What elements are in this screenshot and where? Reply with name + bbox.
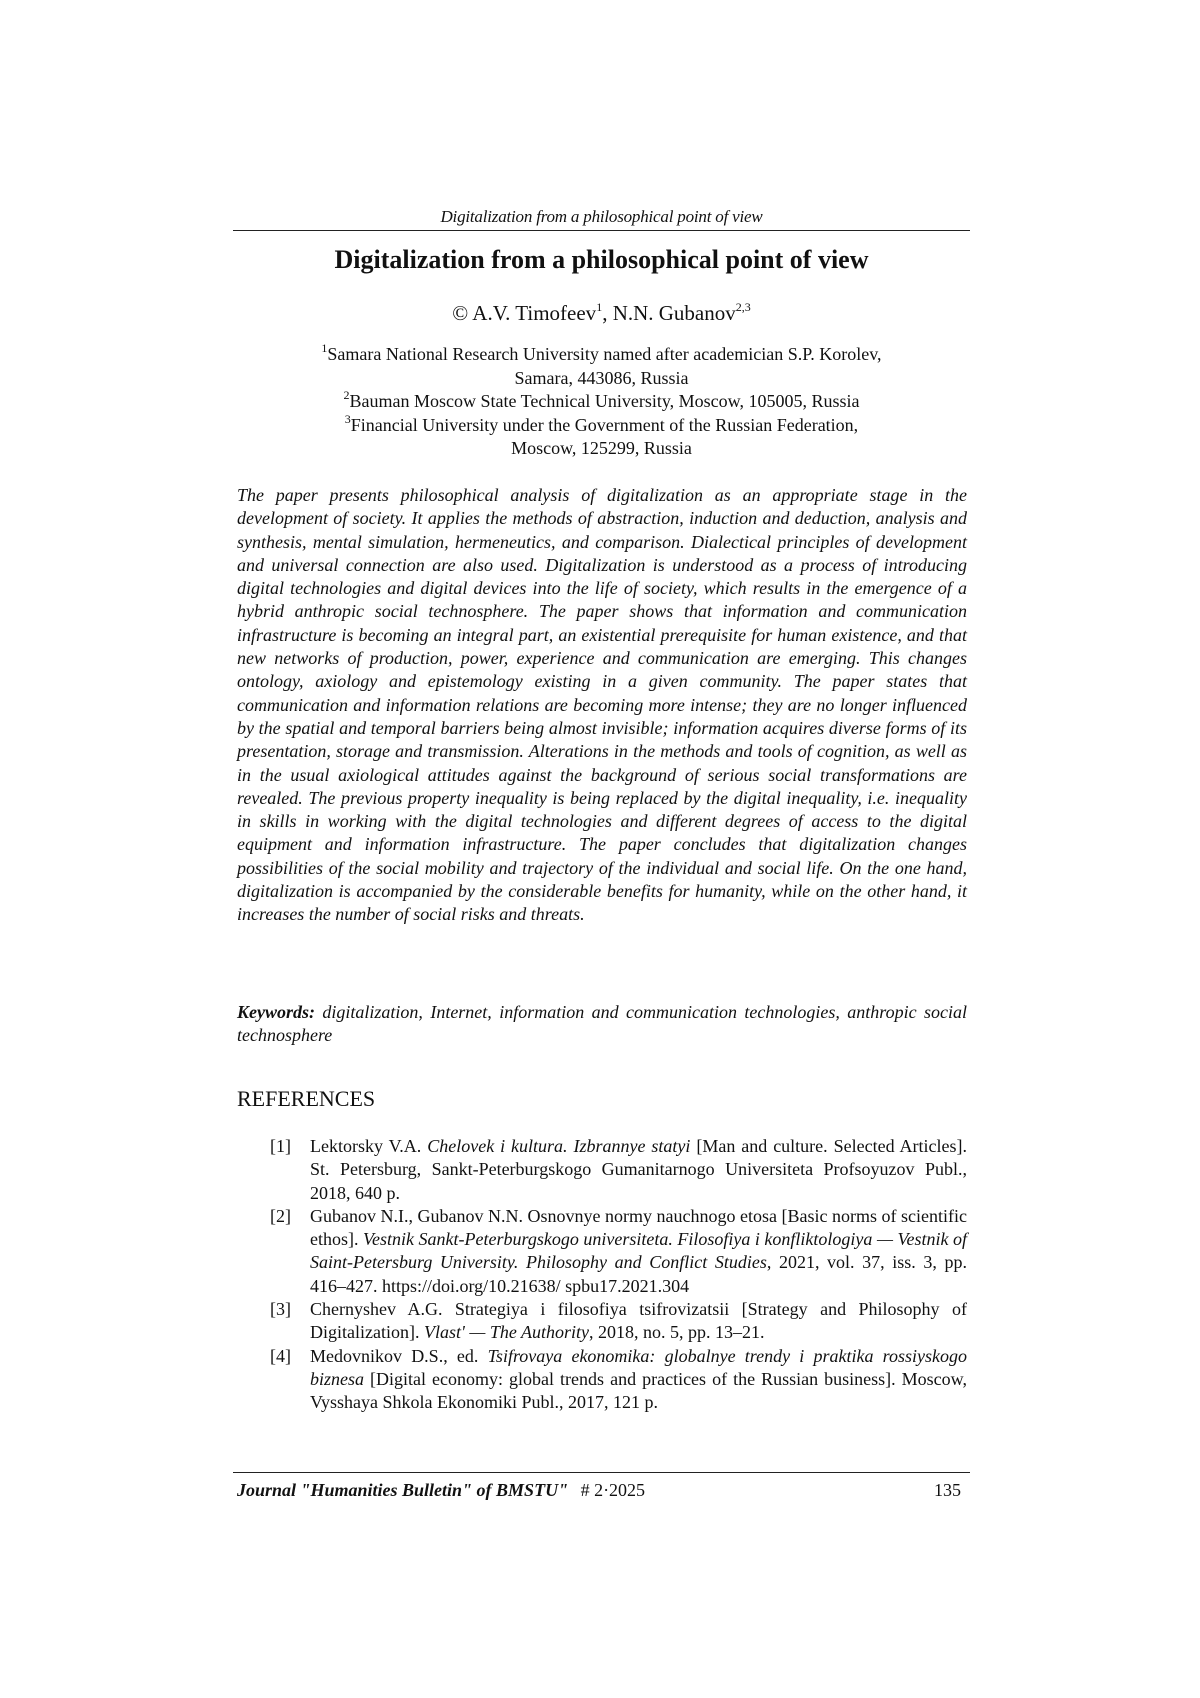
reference-item: [270, 1205, 967, 1298]
affiliation-line: Bauman Moscow State Technical University, Moscow, 105005, Russia: [349, 391, 860, 411]
issue-number: # 2·2025: [580, 1480, 646, 1500]
author-separator: ,: [602, 301, 608, 325]
reference-text: Lektorsky V.A. Chelovek i kultura. Izbrannye statyi [Man and culture. Selected Articles]. St. Petersburg, Sankt-Peterburgskogo Gumanitarnogo Universiteta Profsoyuzov Publ., 2018, 640 p.: [310, 1136, 967, 1203]
reference-list: [270, 1135, 967, 1415]
reference-number: [4]: [270, 1345, 291, 1366]
affiliation-mark: 1: [321, 341, 328, 355]
reference-number: [1]: [270, 1136, 291, 1156]
abstract-text: The paper presents philosophical analysis of digitalization as an appropriate stage in the development of society. It applies the methods of abstraction, induction and deduction, analysis and synthesis, mental simulation, hermeneutics, and comparison. Dialectical principles of development and universal connection are also used. Digitalization is understood as a process of introducing digital technologies and digital devices into the life of society, which results in the emergence of a hybrid anthropic social technosphere. The paper shows that information and communication infrastructure is becoming an integral part, an existential prerequisite for human existence, and that new networks of production, power, experience and communication are emerging. This changes ontology, axiology and epistemology existing in a given community. The paper states that communication and information relations are becoming more intense; they are no longer influenced by the spatial and temporal barriers being almost invisible; information acquires diverse forms of its presentation, storage and transmission. Alterations in the methods and tools of cognition, as well as in the usual axiological attitudes against the background of serious social transformations are revealed. The previous property inequality is being replaced by the digital inequality, i.e. inequality in skills in working with the digital technologies and different degrees of access to the digital equipment and information infrastructure. The paper concludes that digitalization changes possibilities of the social mobility and trajectory of the individual and social life. On the one hand, digitalization is accompanied by the considerable benefits for humanity, while on the other hand, it increases the number of social risks and threats.: [237, 485, 967, 925]
keywords: [237, 1001, 967, 1048]
affiliation-line: Samara National Research University named after academician S.P. Korolev,: [327, 344, 882, 364]
author-affiliation-mark: 1: [596, 300, 603, 314]
reference-item: [270, 1298, 967, 1345]
affiliation: [233, 343, 970, 390]
reference-item: [270, 1135, 967, 1205]
affiliation: [233, 390, 970, 414]
paper-title: Digitalization from a philosophical point of view: [334, 245, 869, 274]
keywords-label: Keywords:: [237, 1002, 315, 1022]
affiliation-line: Financial University under the Government of the Russian Federation,: [350, 414, 859, 435]
copyright-symbol: ©: [452, 301, 469, 325]
affiliation-mark: 2: [343, 388, 350, 402]
running-head: Digitalization from a philosophical point of view: [440, 207, 763, 226]
affiliation-line: Samara, 443086, Russia: [514, 367, 689, 388]
references-heading: REFERENCES: [237, 1086, 376, 1111]
author-name: N.N. Gubanov: [612, 301, 736, 325]
reference-number: [2]: [270, 1205, 291, 1226]
reference-text: Medovnikov D.S., ed. Tsifrovaya ekonomika: globalnye trendy i praktika rossiyskogo biznesa [Digital economy: global trends and practices of the Russian business]. Moscow, Vysshaya Shkola Ekonomiki Publ., 2017, 121 p.: [310, 1345, 967, 1413]
affiliation: [233, 411, 970, 461]
header-rule: [233, 230, 970, 231]
keywords-text: digitalization, Internet, information and communication technologies, anthropic social technosphere: [237, 1002, 968, 1046]
reference-text: Gubanov N.I., Gubanov N.N. Osnovnye normy nauchnogo etosa [Basic norms of scientific ethos]. Vestnik Sankt-Peterburgskogo universiteta. Filosofiya i konfliktologiya — Vestnik of Saint-Petersburg University. Philosophy and Conflict Studies, 2021, vol. 37, iss. 3, pp. 416–427. https://doi.org/10.21638/ spbu17.2021.304: [310, 1205, 968, 1296]
page-number: 135: [934, 1480, 961, 1500]
author-name: A.V. Timofeev: [472, 301, 597, 325]
reference-number: [3]: [270, 1299, 291, 1320]
abstract: [237, 484, 967, 927]
affiliation-line: Moscow, 125299, Russia: [511, 438, 692, 458]
affiliation-mark: 3: [344, 411, 351, 426]
reference-text: Chernyshev A.G. Strategiya i filosofiya tsifrovizatsii [Strategy and Philosophy of Digitalization]. Vlast' — The Authority, 2018, no. 5, pp. 13–21.: [310, 1299, 967, 1343]
author-line: [233, 299, 970, 327]
journal-name: Journal "Humanities Bulletin" of BMSTU": [237, 1480, 569, 1500]
footer-rule: [233, 1472, 970, 1473]
affiliations: [233, 343, 970, 461]
author-affiliation-mark: 2,3: [735, 300, 751, 314]
reference-item: [270, 1345, 967, 1415]
page-footer: [237, 1478, 967, 1502]
